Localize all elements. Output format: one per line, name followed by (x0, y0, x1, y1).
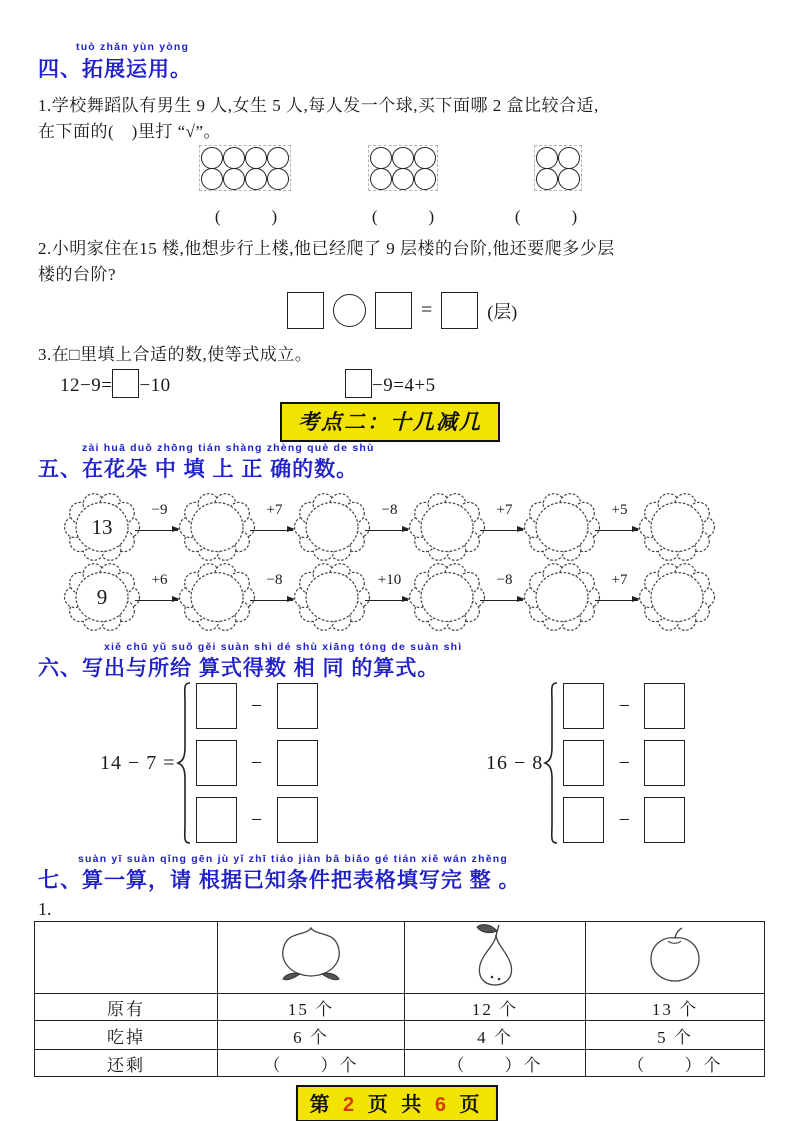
flower-node (290, 559, 374, 635)
blank-box (196, 740, 237, 786)
arrow-step (489, 489, 520, 565)
table-row (35, 1021, 765, 1050)
ball-icon (267, 168, 289, 190)
flower-node (635, 489, 719, 565)
flower-chain-row-2 (60, 559, 719, 635)
row-label: 原有 (35, 994, 218, 1021)
operator-circle (333, 294, 366, 327)
blank-box (563, 683, 604, 729)
arrow-step (144, 559, 175, 635)
arrow-icon (595, 530, 638, 531)
blank-box (563, 740, 604, 786)
minus-sign: − (250, 694, 263, 717)
blank-box (196, 683, 237, 729)
blank-box (277, 797, 318, 843)
arrow-step (259, 559, 290, 635)
ball-box-8 (199, 145, 291, 191)
fill-box (345, 369, 372, 398)
ball-icon (536, 168, 558, 190)
ball-icon (536, 147, 558, 169)
flower-node (405, 489, 489, 565)
table-cell: 13 个 (586, 994, 765, 1021)
expression-group-right (486, 681, 685, 845)
apple-icon (586, 922, 765, 994)
answer-paren-1: ( ) (214, 207, 278, 226)
ball-icon (392, 147, 414, 169)
blank-box (644, 740, 685, 786)
question-2-line2: 楼的台阶? (38, 265, 117, 284)
arrow-icon (365, 530, 408, 531)
ball-icon (223, 168, 245, 190)
ball-box-6 (368, 145, 438, 191)
blank-box (277, 740, 318, 786)
section-six-pinyin: xiě chū yǔ suǒ gěi suàn shì dé shù xiāng tóng de suàn shì (104, 641, 463, 653)
section-six-title: 六、写出与所给 算式得数 相 同 的算式。 (38, 657, 440, 680)
ball-icon (267, 147, 289, 169)
flower-node (520, 489, 604, 565)
expression-rows (563, 683, 685, 843)
arrow-step (374, 559, 405, 635)
flower-chain-row-1 (60, 489, 719, 565)
answer-box (375, 292, 412, 329)
footer-text: 第 (309, 1094, 334, 1116)
table-cell: 4 个 (405, 1021, 586, 1050)
arrow-step (374, 489, 405, 565)
pear-icon (405, 922, 586, 994)
expression-label: 16 − 8 (486, 751, 544, 774)
minus-sign: − (618, 808, 630, 831)
row-label: 吃掉 (35, 1021, 218, 1050)
equation-left: 12−9= (60, 375, 113, 396)
table-cell: 15 个 (218, 994, 405, 1021)
item-number: 1. (38, 899, 52, 919)
ball-icon (201, 147, 223, 169)
table-cell: （ ）个 (586, 1050, 765, 1077)
section-four-pinyin: tuò zhǎn yùn yòng (76, 41, 190, 53)
operation-label: +10 (377, 572, 402, 588)
table-row (35, 994, 765, 1021)
arrow-icon (250, 600, 293, 601)
ball-icon (201, 168, 223, 190)
flower-value: 13 (91, 514, 113, 539)
arrow-step (604, 559, 635, 635)
arrow-step (604, 489, 635, 565)
blank-box (644, 797, 685, 843)
arrow-icon (135, 530, 178, 531)
ball-icon (558, 168, 580, 190)
ball-box-4 (534, 145, 582, 191)
answer-box (441, 292, 478, 329)
equation-right: −10 (139, 375, 171, 396)
page-footer (295, 1085, 497, 1121)
equation-right: −9=4+5 (372, 375, 436, 396)
ball-icon (370, 147, 392, 169)
footer-text: 共 (401, 1094, 426, 1116)
question-3-equation-1 (60, 369, 171, 398)
fruit-table (34, 921, 765, 1077)
table-cell: （ ）个 (218, 1050, 405, 1077)
arrow-step (259, 489, 290, 565)
arrow-icon (135, 600, 178, 601)
table-cell: 12 个 (405, 994, 586, 1021)
flower-node (405, 559, 489, 635)
operation-label: −8 (381, 502, 398, 518)
flower-value: 9 (96, 584, 108, 609)
operation-label: −8 (266, 572, 283, 588)
expression-label: 14 − 7 = (100, 751, 176, 774)
section-four-title: 四、拓展运用。 (38, 58, 192, 81)
operation-label: +7 (496, 502, 513, 518)
arrow-step (144, 489, 175, 565)
blank-box (277, 683, 318, 729)
brace-icon (543, 681, 559, 845)
answer-box (287, 292, 324, 329)
arrow-icon (480, 600, 523, 601)
blank-box (196, 797, 237, 843)
question-2-equation (287, 292, 517, 329)
ball-icon (414, 147, 436, 169)
fruit-header-row (35, 922, 765, 994)
section-seven-pinyin: suàn yī suàn qǐng gēn jù yǐ zhī tiáo jiàn bǎ biǎo gé tián xiě wán zhěng (78, 853, 509, 865)
total-pages-number: 6 (434, 1094, 450, 1116)
empty-cell (35, 922, 218, 994)
flower-node (60, 489, 144, 565)
question-2-line1: 2.小明家住在15 楼,他想步行上楼,他已经爬了 9 层楼的台阶,他还要爬多少层 (38, 239, 615, 258)
unit-label: (层) (487, 301, 518, 322)
minus-sign: − (618, 751, 630, 774)
answer-paren-3: ( ) (514, 207, 578, 226)
equals-sign: = (421, 299, 433, 321)
expression-rows (196, 683, 318, 843)
flower-node (60, 559, 144, 635)
brace-icon (176, 681, 192, 845)
question-1-line1: 1.学校舞蹈队有男生 9 人,女生 5 人,每人发一个球,买下面哪 2 盒比较合适, (38, 96, 599, 115)
peach-icon (218, 922, 405, 994)
ball-icon (414, 168, 436, 190)
arrow-step (489, 559, 520, 635)
ball-icon (245, 147, 267, 169)
expression-group-left (100, 681, 318, 845)
flower-node (635, 559, 719, 635)
table-cell: 6 个 (218, 1021, 405, 1050)
ball-icon (223, 147, 245, 169)
ball-icon (245, 168, 267, 190)
current-page-number: 2 (343, 1094, 359, 1116)
arrow-icon (365, 600, 408, 601)
operation-label: +6 (151, 572, 168, 588)
ball-icon (392, 168, 414, 190)
ball-icon (558, 147, 580, 169)
flower-node (290, 489, 374, 565)
blank-box (563, 797, 604, 843)
flower-node (175, 489, 259, 565)
minus-sign: − (250, 751, 263, 774)
footer-text: 页 (367, 1094, 392, 1116)
operation-label: −8 (496, 572, 513, 588)
arrow-icon (480, 530, 523, 531)
operation-label: +5 (611, 502, 628, 518)
question-1-line2: 在下面的( )里打 “√”。 (38, 122, 221, 141)
footer-text: 页 (459, 1094, 484, 1116)
section-seven-title: 七、算一算，请 根据已知条件把表格填写完 整 。 (38, 869, 521, 892)
blank-box (644, 683, 685, 729)
arrow-icon (250, 530, 293, 531)
fill-box (112, 369, 139, 398)
minus-sign: − (250, 808, 263, 831)
answer-paren-2: ( ) (371, 207, 435, 226)
ball-icon (370, 168, 392, 190)
operation-label: +7 (266, 502, 283, 518)
flower-node (520, 559, 604, 635)
question-3-text: 3.在□里填上合适的数,使等式成立。 (38, 345, 313, 364)
question-3-equation-2 (345, 369, 436, 398)
operation-label: −9 (151, 502, 168, 518)
topic-banner: 考点二：十几减几 (280, 402, 500, 442)
section-five-title: 五、在花朵 中 填 上 正 确的数。 (38, 458, 359, 481)
operation-label: +7 (611, 572, 628, 588)
arrow-icon (595, 600, 638, 601)
row-label: 还剩 (35, 1050, 218, 1077)
minus-sign: − (618, 694, 630, 717)
flower-node (175, 559, 259, 635)
table-cell: （ ）个 (405, 1050, 586, 1077)
table-cell: 5 个 (586, 1021, 765, 1050)
section-five-pinyin: zài huā duǒ zhōng tián shàng zhèng què de shù (82, 442, 375, 454)
table-row (35, 1050, 765, 1077)
